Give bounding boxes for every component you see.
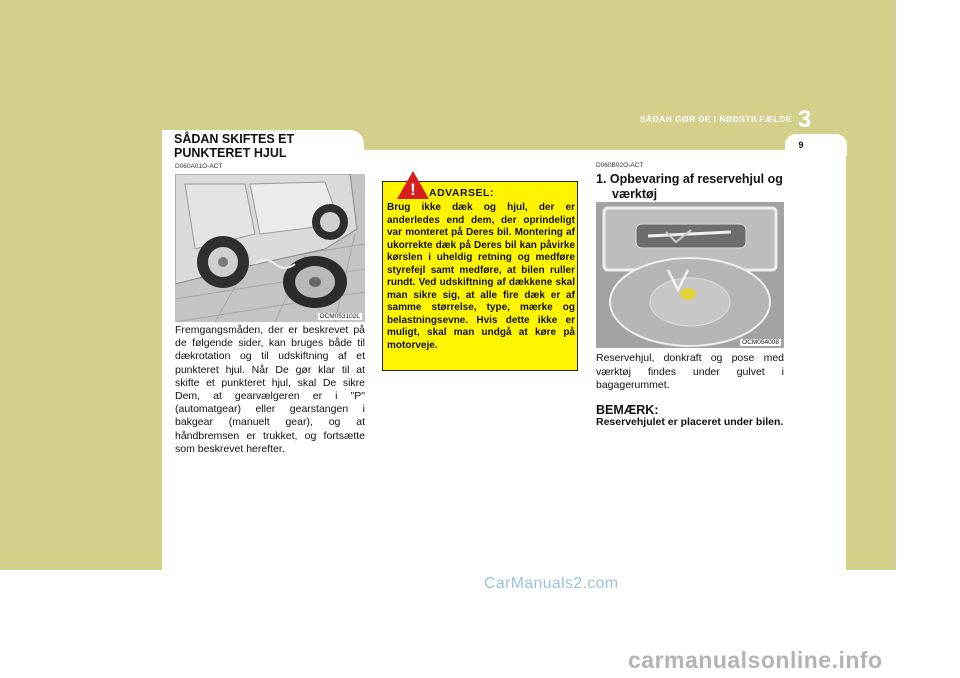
section-title-line1: SÅDAN SKIFTES ET (174, 132, 295, 146)
section-title (174, 132, 294, 160)
chapter-title: SÅDAN GØR DE I NØDSTILFÆLDE (640, 114, 792, 124)
spare-wheel-storage-photo (596, 202, 784, 348)
warning-box (382, 181, 578, 371)
subsection-title-line2: værktøj (612, 187, 658, 201)
page-number: 9 (798, 140, 804, 150)
procedure-text: Fremgangsmåden, der er beskrevet på de følgende sider, kan bruges både til dækrotation og til udskiftning af et punkteret hjul. Når De gør klar til at skifte et punkteret hjul, skal De sikre Dem, at gearvælgeren er i "P" (automatgear) eller gearstangen i bakgear (manuelt gear), og at håndbremsen er trukket, og fortsætte som beskrevet herefter. (175, 324, 365, 455)
watermark-top[interactable]: CarManuals2.com (484, 575, 619, 592)
trunk-floor-drawing (596, 202, 784, 348)
section-code: D060A01O-ACT (175, 163, 223, 170)
note-heading: BEMÆRK: (596, 403, 659, 417)
image-code: OCM054008 (742, 339, 779, 346)
flat-tire-illustration (175, 174, 365, 322)
subsection-title (596, 172, 791, 202)
section-title-line2: PUNKTERET HJUL (174, 146, 287, 160)
watermark-bottom: carmanualsonline.info (628, 647, 883, 673)
warning-icon-mark: ! (410, 180, 416, 199)
warning-title: ADVARSEL: (429, 187, 494, 199)
warning-triangle-icon (396, 170, 430, 200)
chapter-number: 3 (798, 106, 812, 133)
subsection-code: D060B02O-ACT (596, 162, 644, 169)
car-and-spare-wheel-drawing (175, 174, 365, 322)
warning-text: Brug ikke dæk og hjul, der er anderledes end dem, der oprindeligt var monteret på Deres bil. Montering af ukorrekte dæk på Deres bil kan påvirke kørslen i uheldig retning og medføre styrefejl samt medføre, at bilen ruller rundt. Ved udskiftning af dækkene skal man sikre sig, at alle fire dæk er af samme størrelse, type, mærke og belastningsevne. Hvis dette ikke er muligt, skal man undgå at køre på motorveje. (387, 202, 575, 351)
storage-text: Reservehjul, donkraft og pose med værktøj findes under gulvet i bagagerummet. (596, 352, 784, 391)
image-code: OCM053102L (319, 313, 360, 320)
note-text: Reservehjulet er placeret under bilen. (596, 416, 784, 428)
subsection-title-line1: 1. Opbevaring af reservehjul og (596, 172, 783, 186)
